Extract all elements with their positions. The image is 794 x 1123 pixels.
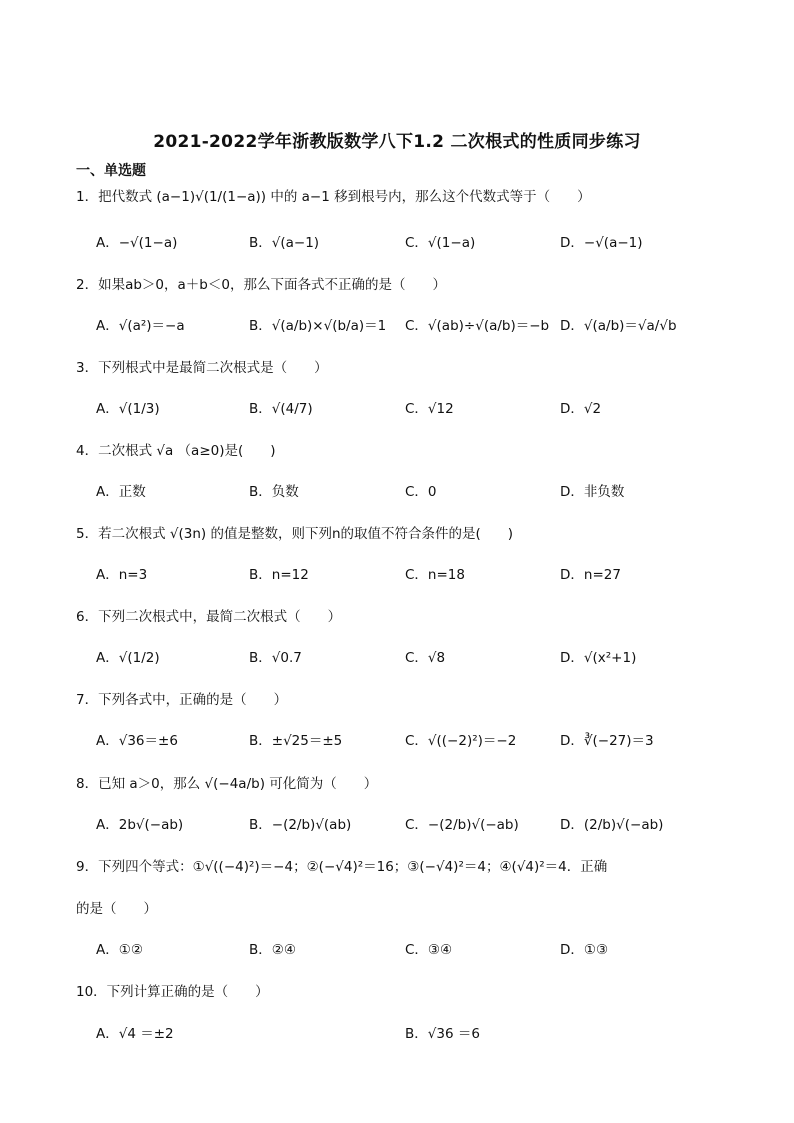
q4-option-c: C．0 (405, 484, 437, 500)
q3-option-b: B．√(4/7) (249, 401, 313, 417)
q3-option-c: C．√12 (405, 401, 454, 417)
question-9-continued: 的是（ ） (76, 901, 157, 917)
question-4: 4．二次根式 √a （a≥0)是( ) (76, 443, 276, 459)
q8-option-d: D．(2/b)√(−ab) (560, 817, 664, 833)
q5-option-c: C．n=18 (405, 567, 465, 583)
q2-option-d: D．√(a/b)＝√a/√b (560, 318, 677, 334)
q5-option-a: A．n=3 (96, 567, 148, 583)
q6-option-a: A．√(1/2) (96, 650, 160, 666)
q10-option-b: B．√36 ＝6 (405, 1026, 480, 1042)
q6-option-d: D．√(x²+1) (560, 650, 637, 666)
q2-option-b: B．√(a/b)×√(b/a)＝1 (249, 318, 387, 334)
question-3: 3．下列根式中是最简二次根式是（ ） (76, 360, 328, 376)
q8-option-c: C．−(2/b)√(−ab) (405, 817, 519, 833)
question-9: 9．下列四个等式：①√((−4)²)＝−4；②(−√4)²＝16；③(−√4)²＝4；④(√4)²＝4．正确 (76, 859, 608, 875)
q8-option-b: B．−(2/b)√(ab) (249, 817, 352, 833)
q1-option-b: B．√(a−1) (249, 235, 320, 251)
question-5: 5．若二次根式 √(3n) 的值是整数，则下列n的取值不符合条件的是( ) (76, 526, 514, 542)
q6-option-b: B．√0.7 (249, 650, 302, 666)
question-10: 10．下列计算正确的是（ ） (76, 984, 269, 1000)
q6-option-c: C．√8 (405, 650, 446, 666)
question-8: 8．已知 a＞0，那么 √(−4a/b) 可化简为（ ） (76, 776, 378, 792)
q5-option-b: B．n=12 (249, 567, 309, 583)
section-heading: 一、单选题 (76, 163, 146, 179)
q3-option-a: A．√(1/3) (96, 401, 160, 417)
question-2: 2．如果ab＞0，a＋b＜0，那么下面各式不正确的是（ ） (76, 277, 446, 293)
q4-option-d: D．非负数 (560, 484, 625, 500)
q9-option-b: B．②④ (249, 942, 296, 958)
q4-option-a: A．正数 (96, 484, 146, 500)
q7-option-b: B．±√25＝±5 (249, 733, 343, 749)
q7-option-c: C．√((−2)²)＝−2 (405, 733, 517, 749)
question-1 (76, 188, 591, 206)
page-title: 2021-2022学年浙教版数学八下1.2 二次根式的性质同步练习 (153, 132, 641, 152)
question-7: 7．下列各式中，正确的是（ ） (76, 692, 288, 708)
q3-option-d: D．√2 (560, 401, 602, 417)
q1-option-a: A．−√(1−a) (96, 235, 178, 251)
q10-option-a: A．√4 ＝±2 (96, 1026, 174, 1042)
q2-option-a: A．√(a²)＝−a (96, 318, 185, 334)
question-1-stem: 1．把代数式 (a−1)√(1/(1−a)) 中的 a−1 移到根号内，那么这个代数式等于（ ） (76, 189, 591, 205)
q7-option-d: D．∛(−27)＝3 (560, 733, 654, 749)
q5-option-d: D．n=27 (560, 567, 621, 583)
q1-option-d: D．−√(a−1) (560, 235, 643, 251)
q9-option-c: C．③④ (405, 942, 453, 958)
q8-option-a: A．2b√(−ab) (96, 817, 184, 833)
q1-option-c: C．√(1−a) (405, 235, 476, 251)
q9-option-a: A．①② (96, 942, 143, 958)
q4-option-b: B．负数 (249, 484, 299, 500)
q7-option-a: A．√36＝±6 (96, 733, 178, 749)
q9-option-d: D．①③ (560, 942, 609, 958)
q2-option-c: C．√(ab)÷√(a/b)＝−b (405, 318, 550, 334)
question-6: 6．下列二次根式中，最简二次根式（ ） (76, 609, 342, 625)
